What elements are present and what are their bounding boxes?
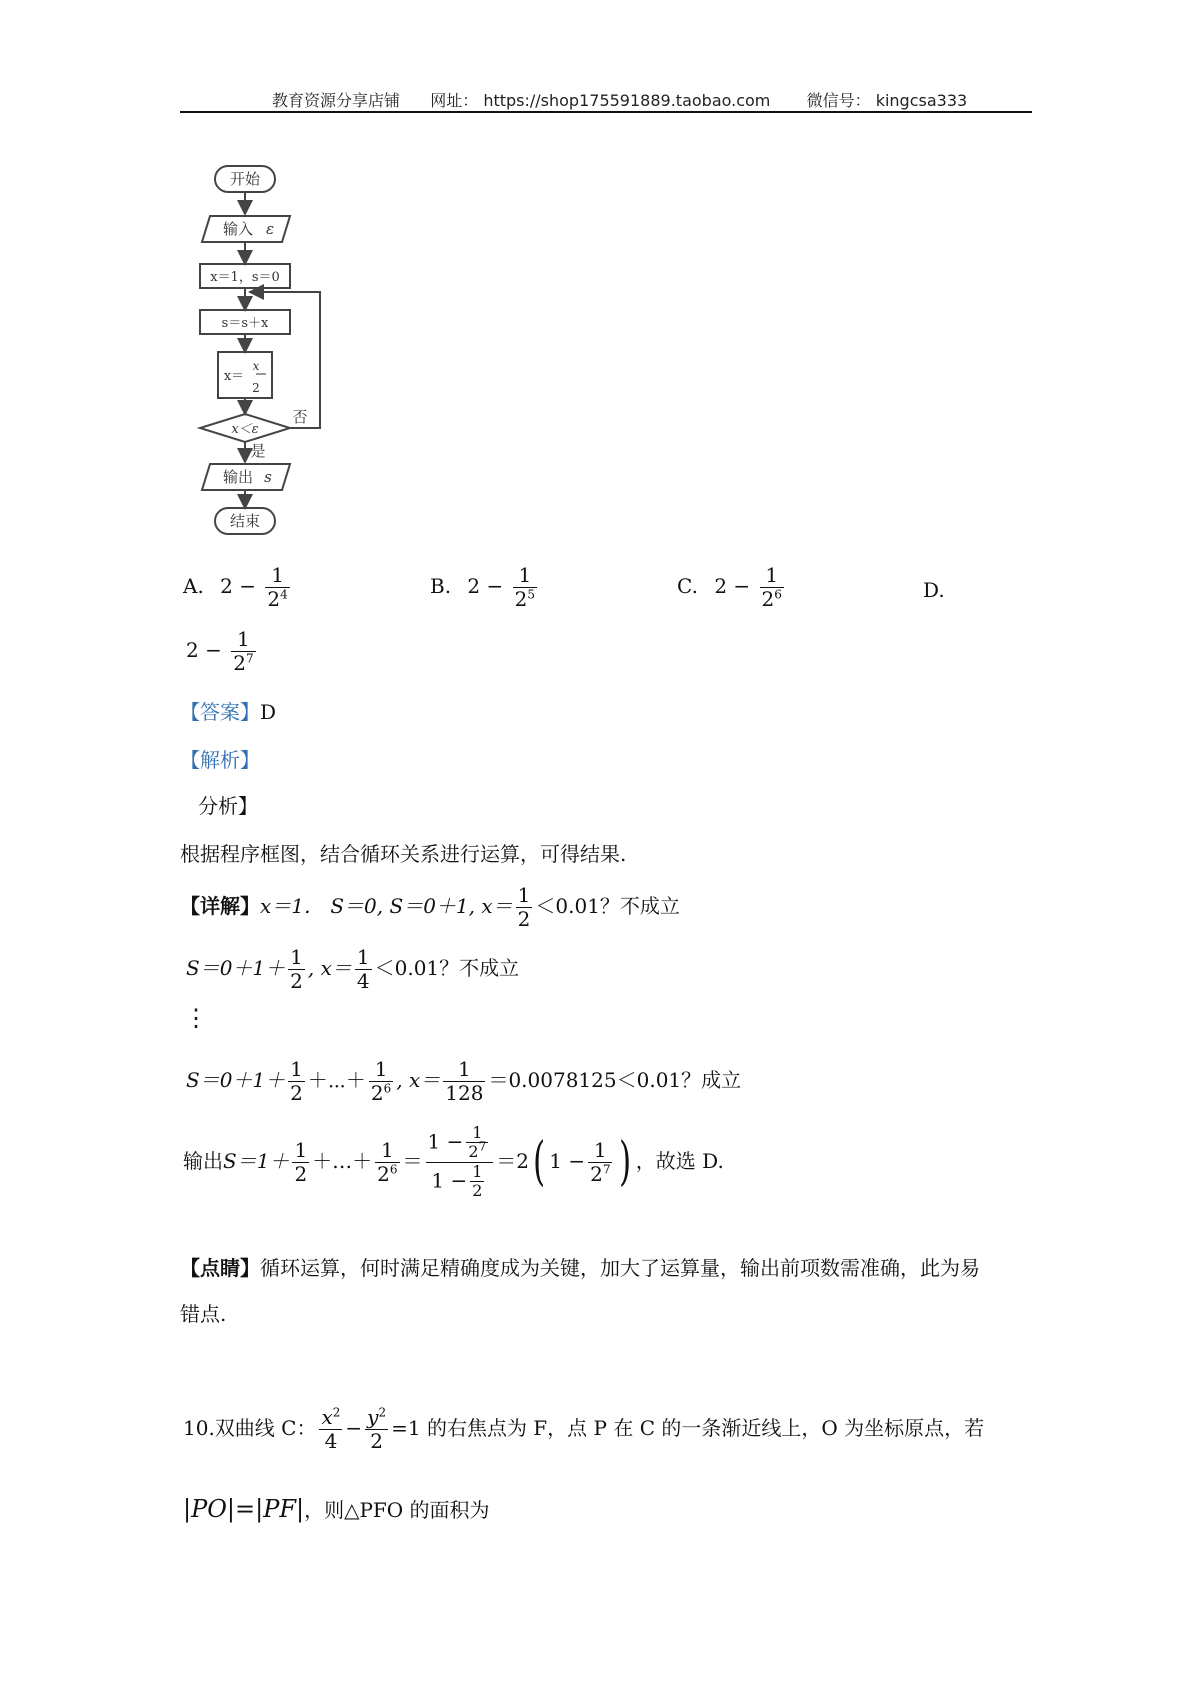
option-b[interactable]: B. 2 − $\frac{1}{2^5}$ — [430, 563, 535, 611]
option-d-value[interactable]: 2 − $\frac{1}{2^7}$ — [186, 627, 254, 675]
header-shop: 教育资源分享店铺 — [272, 91, 401, 110]
header-wechat-id: kingcsa333 — [875, 91, 968, 110]
flow-no-label: 否 — [292, 408, 308, 426]
flow-update-x-lhs: x＝ — [223, 369, 245, 384]
answer-label: 【答案】 — [180, 700, 260, 724]
analysis-text: 根据程序框图，结合循环关系进行运算，可得结果. — [180, 842, 627, 866]
answer-line — [180, 696, 276, 725]
detail-line-3: S＝0＋1＋ $\frac{1}{2}$ ＋⋯＋ $\frac{1}{2^6}$ , x＝ $\frac{1}{128}$ ＝0.0078125＜0.01？成立 — [186, 1057, 742, 1105]
flow-start-label: 开始 — [229, 170, 261, 188]
header-url-link[interactable]: https://shop175591889.taobao.com — [483, 91, 771, 110]
question-10-line-2: |PO|=|PF|，则△PFO 的面积为 — [183, 1495, 490, 1523]
flow-end-label: 结束 — [229, 512, 261, 530]
question-10-line-1: 10.双曲线 C： $\frac{x^2}{4}$ − $\frac{y^2}{2}$ =1 的右焦点为 F，点 P 在 C 的一条渐近线上，O 为坐标原点，若 — [183, 1405, 985, 1453]
answer-value: D — [260, 700, 277, 724]
detail-vdots: ⋮ — [184, 1004, 208, 1032]
comment-line-2: 错点. — [180, 1302, 227, 1326]
flow-update-x-num: x — [252, 359, 260, 373]
flow-yes-label: 是 — [250, 442, 266, 460]
option-c[interactable]: C. 2 − $\frac{1}{2^6}$ — [677, 563, 782, 611]
option-d-letter[interactable]: D. — [923, 578, 945, 602]
header-url-label: 网址： — [430, 91, 479, 110]
detail-line-2: S＝0＋1＋ $\frac{1}{2}$ , x＝ $\frac{1}{4}$ ＜0.01？不成立 — [186, 945, 520, 993]
flow-update-s-label: s＝s＋x — [221, 316, 269, 331]
flow-decision-label: x＜ε — [231, 422, 259, 437]
flow-output-label: 输出 — [222, 468, 254, 486]
program-flowchart — [180, 160, 350, 540]
header-wechat-label: 微信号： — [806, 91, 871, 110]
big-fraction: 1 − $\frac{1}{2^7}$ 1 − $\frac{1}{2}$ — [426, 1124, 494, 1201]
flow-output-var: s — [264, 468, 272, 486]
analysis-label: 【解析】 — [180, 748, 260, 772]
analysis-sub-label: 分析】 — [198, 794, 258, 818]
detail-line-4: 输出S＝1＋ $\frac{1}{2}$ ＋…＋ $\frac{1}{2^6}$ ＝ 1 − $\frac{1}{2^7}$ 1 − $\frac{1}{2}$ ＝2( 1 − $\frac{1}{2^7}$ ) ，故选 D. — [183, 1123, 724, 1201]
header-divider — [180, 111, 1032, 113]
flow-input-label: 输入 — [222, 220, 254, 238]
flow-init-label: x＝1，s＝0 — [210, 270, 280, 285]
flow-input-var: ε — [265, 220, 275, 238]
option-a[interactable]: A. 2 − $\frac{1}{2^4}$ — [183, 563, 288, 611]
detail-line-1: 【详解】x＝1． S＝0, S＝0＋1, x＝ $\frac{1}{2}$ ＜0.01？不成立 — [180, 883, 680, 931]
comment-line-1: 【点睛】循环运算，何时满足精确度成为关键，加大了运算量，输出前项数需准确，此为易 — [180, 1256, 980, 1280]
page-header — [272, 88, 967, 111]
flow-update-x-den: 2 — [252, 381, 260, 395]
